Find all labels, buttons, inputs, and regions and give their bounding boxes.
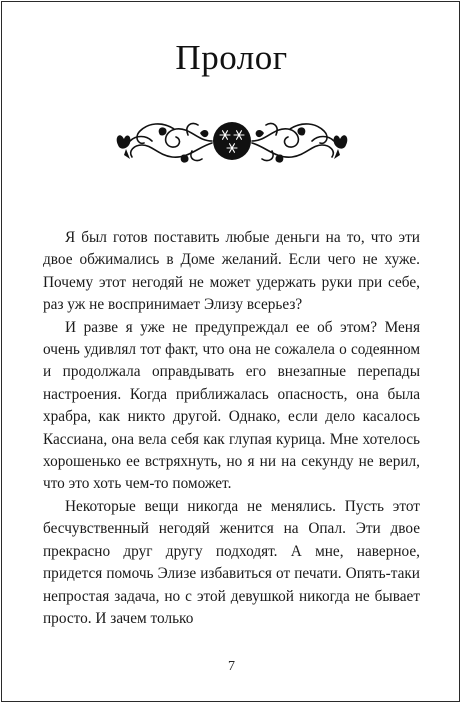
- floral-divider-icon: [112, 115, 352, 167]
- paragraph: Я был готов поставить любые деньги на то, что эти двое обжимались в Доме желаний. Если чего не хуже. Почему этот негодяй не может удержать руки при себе, раз уж не воспринимает Элизу всерьез?: [43, 229, 420, 314]
- body-text: [43, 227, 420, 630]
- paragraph: И разве я уже не предупреждал ее об этом? Меня очень удивлял тот факт, что она не сожалела о содеянном и продолжала оправдывать его внезапные перепады настроения. Когда приближалась опасность, она была храбра, как никто другой. Однако, если дело касалось Кассиана, она вела себя как глупая курица. Мне хотелось хорошенько ее встряхнуть, но я ни на секунду не верил, что это хоть чем-то поможет.: [43, 318, 420, 493]
- chapter-title: Пролог: [175, 38, 288, 77]
- paragraph: Некоторые вещи никогда не менялись. Пусть этот бесчувственный негодяй женится на Опал. Эти двое прекрасно друг другу подходят. А мне, наверное, придется помочь Элизе избавиться от печати. Опять-таки непростая задача, но с этой девушкой никогда не бывает просто. И зачем только: [43, 497, 420, 627]
- page-number: 7: [228, 659, 235, 674]
